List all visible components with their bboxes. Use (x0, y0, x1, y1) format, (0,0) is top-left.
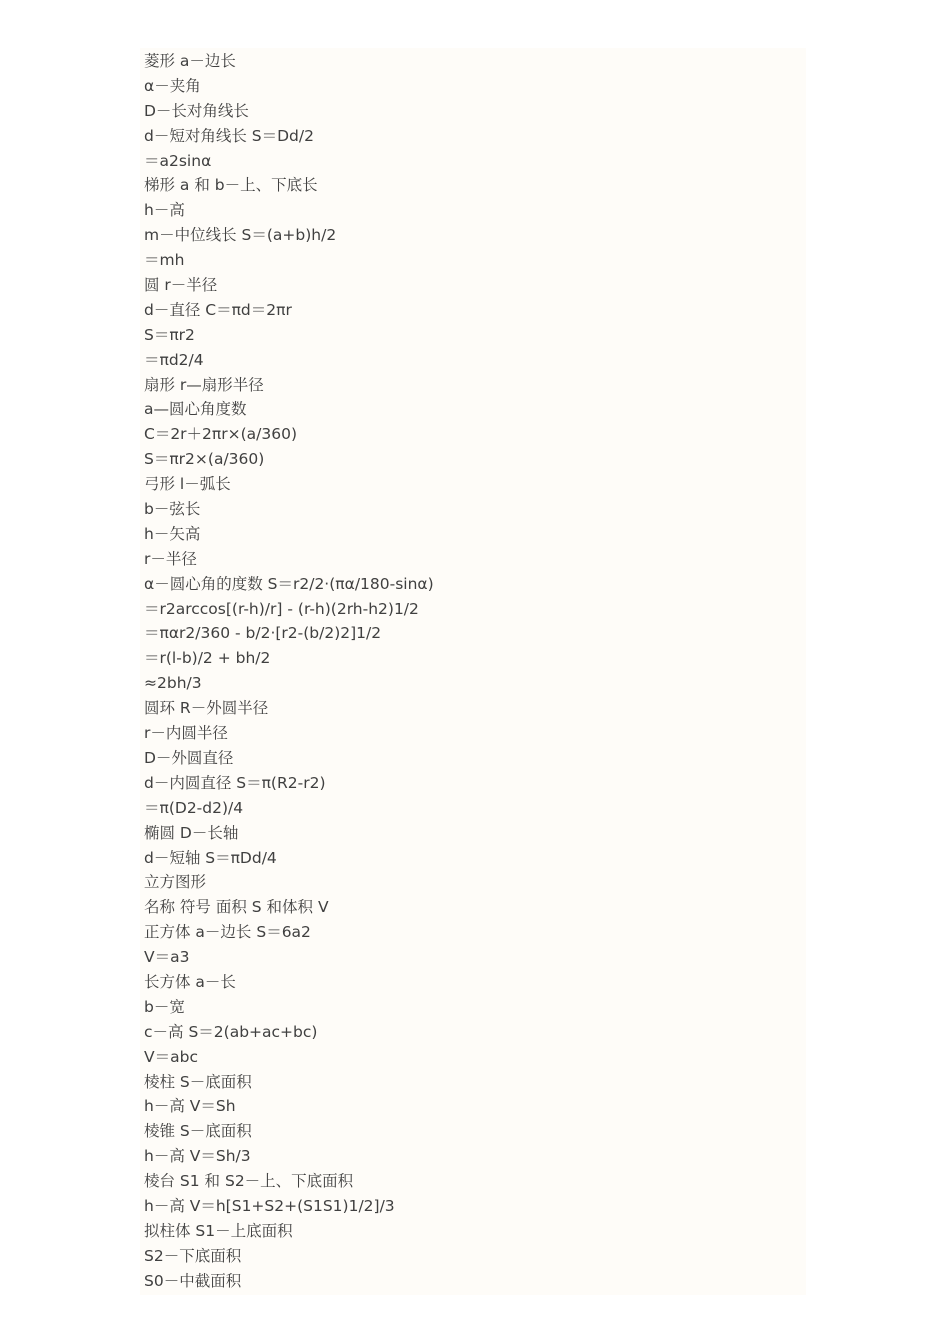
text-line: ＝πd2/4 (144, 350, 204, 369)
text-line: 菱形 a－边长 (144, 52, 236, 70)
text-line: D－外圆直径 (144, 748, 234, 767)
text-line: α－夹角 (144, 76, 201, 95)
text-line: 棱锥 S－底面积 (144, 1122, 252, 1141)
text-line: S＝πr2×(a/360) (144, 450, 265, 469)
text-line: m－中位线长 S＝(a+b)h/2 (144, 226, 337, 245)
text-line: 长方体 a－长 (144, 972, 236, 991)
text-line: 梯形 a 和 b－上、下底长 (144, 176, 318, 195)
text-line: ＝r(l-b)/2 + bh/2 (144, 649, 271, 668)
text-line: S＝πr2 (144, 325, 195, 344)
text-line: S0－中截面积 (144, 1271, 242, 1290)
text-line: h－高 V＝h[S1+S2+(S1S1)1/2]/3 (144, 1196, 395, 1215)
text-line: d－短轴 S＝πDd/4 (144, 848, 277, 867)
formula-text-block (144, 49, 434, 1294)
text-line: α－圆心角的度数 S＝r2/2·(πα/180-sinα) (144, 574, 434, 593)
text-line: d－直径 C＝πd＝2πr (144, 300, 292, 319)
text-line: r－半径 (144, 549, 197, 568)
text-line: 名称 符号 面积 S 和体积 V (144, 898, 329, 917)
text-line: ＝a2sinα (144, 151, 212, 170)
text-line: 拟柱体 S1－上底面积 (144, 1221, 293, 1240)
text-line: V＝a3 (144, 948, 190, 967)
text-line: V＝abc (144, 1047, 198, 1066)
text-line: 椭圆 D－长轴 (144, 823, 239, 842)
text-line: ≈2bh/3 (144, 674, 202, 693)
text-line: 立方图形 (144, 873, 207, 892)
text-line: ＝παr2/360 - b/2·[r2-(b/2)2]1/2 (144, 624, 382, 643)
text-line: C＝2r＋2πr×(a/360) (144, 425, 298, 444)
text-line: h－高 V＝Sh (144, 1097, 236, 1116)
text-line: 棱柱 S－底面积 (144, 1072, 252, 1091)
text-line: h－高 V＝Sh/3 (144, 1147, 251, 1166)
text-line: d－短对角线长 S＝Dd/2 (144, 126, 314, 145)
text-line: ＝mh (144, 251, 185, 270)
text-line: 圆环 R－外圆半径 (144, 699, 269, 718)
text-line: d－内圆直径 S＝π(R2-r2) (144, 773, 326, 792)
text-line: ＝r2arccos[(r-h)/r] - (r-h)(2rh-h2)1/2 (144, 599, 419, 618)
text-line: 弓形 l－弧长 (144, 475, 231, 494)
text-line: 扇形 r—扇形半径 (144, 375, 264, 394)
text-line: h－矢高 (144, 524, 201, 543)
text-line: b－宽 (144, 997, 185, 1016)
text-line: r－内圆半径 (144, 724, 228, 743)
text-line: S2－下底面积 (144, 1246, 242, 1265)
text-line: 正方体 a－边长 S＝6a2 (144, 923, 311, 942)
text-line: h－高 (144, 201, 185, 220)
text-line: D－长对角线长 (144, 101, 249, 120)
text-line: a—圆心角度数 (144, 400, 247, 419)
text-line: b－弦长 (144, 500, 201, 519)
text-line: 棱台 S1 和 S2－上、下底面积 (144, 1172, 354, 1191)
text-line: 圆 r－半径 (144, 276, 218, 295)
text-line: ＝π(D2-d2)/4 (144, 798, 244, 817)
text-line: c－高 S＝2(ab+ac+bc) (144, 1022, 318, 1041)
